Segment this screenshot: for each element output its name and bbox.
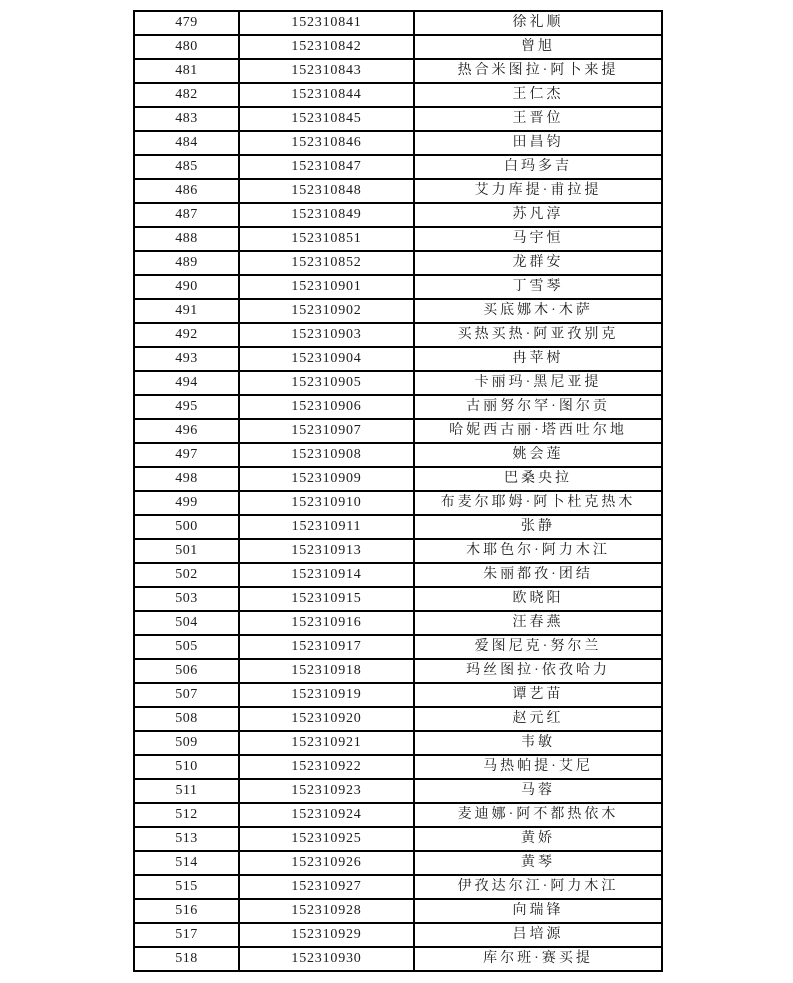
table-row bbox=[134, 299, 662, 323]
student-name-cell: 姚会莲 bbox=[414, 443, 662, 467]
table-row bbox=[134, 923, 662, 947]
student-id-cell: 152310926 bbox=[239, 851, 414, 875]
student-id-cell: 152310902 bbox=[239, 299, 414, 323]
student-name-cell: 爱图尼克·努尔兰 bbox=[414, 635, 662, 659]
row-number-cell: 489 bbox=[134, 251, 239, 275]
table-row bbox=[134, 467, 662, 491]
student-id-cell: 152310919 bbox=[239, 683, 414, 707]
table-row bbox=[134, 515, 662, 539]
table-row bbox=[134, 347, 662, 371]
table-row bbox=[134, 251, 662, 275]
table-row bbox=[134, 659, 662, 683]
student-name-cell: 伊孜达尔江·阿力木江 bbox=[414, 875, 662, 899]
row-number-cell: 513 bbox=[134, 827, 239, 851]
table-row bbox=[134, 395, 662, 419]
row-number-cell: 512 bbox=[134, 803, 239, 827]
row-number-cell: 488 bbox=[134, 227, 239, 251]
table-row bbox=[134, 563, 662, 587]
row-number-cell: 492 bbox=[134, 323, 239, 347]
student-name-cell: 欧晓阳 bbox=[414, 587, 662, 611]
student-id-cell: 152310909 bbox=[239, 467, 414, 491]
student-id-cell: 152310908 bbox=[239, 443, 414, 467]
student-id-cell: 152310914 bbox=[239, 563, 414, 587]
row-number-cell: 480 bbox=[134, 35, 239, 59]
table-row bbox=[134, 683, 662, 707]
student-name-cell: 白玛多吉 bbox=[414, 155, 662, 179]
student-name-cell: 朱丽都孜·团结 bbox=[414, 563, 662, 587]
row-number-cell: 504 bbox=[134, 611, 239, 635]
table-row bbox=[134, 803, 662, 827]
row-number-cell: 499 bbox=[134, 491, 239, 515]
table-row bbox=[134, 755, 662, 779]
student-name-cell: 马蓉 bbox=[414, 779, 662, 803]
table-row bbox=[134, 899, 662, 923]
table-row bbox=[134, 875, 662, 899]
student-name-cell: 曾旭 bbox=[414, 35, 662, 59]
student-id-cell: 152310930 bbox=[239, 947, 414, 971]
table-row bbox=[134, 491, 662, 515]
table-row bbox=[134, 275, 662, 299]
table-row bbox=[134, 131, 662, 155]
row-number-cell: 501 bbox=[134, 539, 239, 563]
row-number-cell: 485 bbox=[134, 155, 239, 179]
student-name-cell: 布麦尔耶姆·阿卜杜克热木 bbox=[414, 491, 662, 515]
student-name-cell: 赵元红 bbox=[414, 707, 662, 731]
student-name-cell: 向瑞锋 bbox=[414, 899, 662, 923]
row-number-cell: 498 bbox=[134, 467, 239, 491]
student-id-cell: 152310911 bbox=[239, 515, 414, 539]
student-id-cell: 152310924 bbox=[239, 803, 414, 827]
student-name-cell: 卡丽玛·黑尼亚提 bbox=[414, 371, 662, 395]
row-number-cell: 493 bbox=[134, 347, 239, 371]
table-row bbox=[134, 227, 662, 251]
student-name-cell: 古丽努尔罕·图尔贡 bbox=[414, 395, 662, 419]
table-row bbox=[134, 419, 662, 443]
student-name-cell: 田昌钧 bbox=[414, 131, 662, 155]
student-id-cell: 152310848 bbox=[239, 179, 414, 203]
row-number-cell: 510 bbox=[134, 755, 239, 779]
table-row bbox=[134, 59, 662, 83]
row-number-cell: 487 bbox=[134, 203, 239, 227]
table-row bbox=[134, 155, 662, 179]
student-id-cell: 152310910 bbox=[239, 491, 414, 515]
row-number-cell: 506 bbox=[134, 659, 239, 683]
row-number-cell: 491 bbox=[134, 299, 239, 323]
table-row bbox=[134, 323, 662, 347]
student-id-cell: 152310841 bbox=[239, 11, 414, 35]
student-name-cell: 哈妮西古丽·塔西吐尔地 bbox=[414, 419, 662, 443]
student-id-cell: 152310847 bbox=[239, 155, 414, 179]
student-name-cell: 徐礼顺 bbox=[414, 11, 662, 35]
student-id-cell: 152310927 bbox=[239, 875, 414, 899]
table-row bbox=[134, 827, 662, 851]
row-number-cell: 490 bbox=[134, 275, 239, 299]
student-id-cell: 152310915 bbox=[239, 587, 414, 611]
student-id-cell: 152310844 bbox=[239, 83, 414, 107]
row-number-cell: 515 bbox=[134, 875, 239, 899]
student-id-cell: 152310928 bbox=[239, 899, 414, 923]
student-name-cell: 丁雪琴 bbox=[414, 275, 662, 299]
student-name-cell: 马热帕提·艾尼 bbox=[414, 755, 662, 779]
table-row bbox=[134, 443, 662, 467]
row-number-cell: 494 bbox=[134, 371, 239, 395]
row-number-cell: 516 bbox=[134, 899, 239, 923]
student-id-cell: 152310929 bbox=[239, 923, 414, 947]
student-id-cell: 152310923 bbox=[239, 779, 414, 803]
student-id-cell: 152310901 bbox=[239, 275, 414, 299]
student-id-cell: 152310846 bbox=[239, 131, 414, 155]
table-row bbox=[134, 203, 662, 227]
student-name-cell: 苏凡淳 bbox=[414, 203, 662, 227]
student-id-cell: 152310907 bbox=[239, 419, 414, 443]
table-row bbox=[134, 635, 662, 659]
student-name-cell: 艾力库提·甫拉提 bbox=[414, 179, 662, 203]
student-id-cell: 152310852 bbox=[239, 251, 414, 275]
row-number-cell: 518 bbox=[134, 947, 239, 971]
student-id-cell: 152310920 bbox=[239, 707, 414, 731]
table-row bbox=[134, 779, 662, 803]
student-id-cell: 152310851 bbox=[239, 227, 414, 251]
student-name-cell: 热合米图拉·阿卜来提 bbox=[414, 59, 662, 83]
row-number-cell: 507 bbox=[134, 683, 239, 707]
row-number-cell: 496 bbox=[134, 419, 239, 443]
table-row bbox=[134, 371, 662, 395]
student-id-cell: 152310903 bbox=[239, 323, 414, 347]
row-number-cell: 482 bbox=[134, 83, 239, 107]
row-number-cell: 517 bbox=[134, 923, 239, 947]
table-row bbox=[134, 611, 662, 635]
student-id-cell: 152310922 bbox=[239, 755, 414, 779]
student-name-cell: 玛丝图拉·依孜哈力 bbox=[414, 659, 662, 683]
student-name-cell: 冉苹树 bbox=[414, 347, 662, 371]
table-row bbox=[134, 107, 662, 131]
table-row bbox=[134, 35, 662, 59]
student-id-cell: 152310913 bbox=[239, 539, 414, 563]
table-row bbox=[134, 587, 662, 611]
table-row bbox=[134, 539, 662, 563]
row-number-cell: 495 bbox=[134, 395, 239, 419]
student-id-cell: 152310904 bbox=[239, 347, 414, 371]
row-number-cell: 484 bbox=[134, 131, 239, 155]
student-name-cell: 韦敏 bbox=[414, 731, 662, 755]
row-number-cell: 503 bbox=[134, 587, 239, 611]
table-row bbox=[134, 947, 662, 971]
student-name-cell: 吕培源 bbox=[414, 923, 662, 947]
student-id-cell: 152310849 bbox=[239, 203, 414, 227]
row-number-cell: 502 bbox=[134, 563, 239, 587]
student-name-cell: 张静 bbox=[414, 515, 662, 539]
table-row bbox=[134, 851, 662, 875]
student-name-cell: 谭艺苗 bbox=[414, 683, 662, 707]
student-id-cell: 152310921 bbox=[239, 731, 414, 755]
student-id-cell: 152310918 bbox=[239, 659, 414, 683]
row-number-cell: 508 bbox=[134, 707, 239, 731]
student-name-cell: 买热买热·阿亚孜别克 bbox=[414, 323, 662, 347]
student-id-cell: 152310905 bbox=[239, 371, 414, 395]
student-id-cell: 152310916 bbox=[239, 611, 414, 635]
table-body bbox=[134, 11, 662, 971]
student-name-cell: 木耶色尔·阿力木江 bbox=[414, 539, 662, 563]
row-number-cell: 505 bbox=[134, 635, 239, 659]
student-name-cell: 麦迪娜·阿不都热依木 bbox=[414, 803, 662, 827]
row-number-cell: 483 bbox=[134, 107, 239, 131]
student-id-cell: 152310845 bbox=[239, 107, 414, 131]
table-row bbox=[134, 83, 662, 107]
table-row bbox=[134, 179, 662, 203]
student-name-cell: 王晋位 bbox=[414, 107, 662, 131]
row-number-cell: 500 bbox=[134, 515, 239, 539]
student-name-cell: 龙群安 bbox=[414, 251, 662, 275]
row-number-cell: 509 bbox=[134, 731, 239, 755]
row-number-cell: 486 bbox=[134, 179, 239, 203]
row-number-cell: 481 bbox=[134, 59, 239, 83]
row-number-cell: 514 bbox=[134, 851, 239, 875]
student-id-cell: 152310906 bbox=[239, 395, 414, 419]
student-name-cell: 黄琴 bbox=[414, 851, 662, 875]
row-number-cell: 511 bbox=[134, 779, 239, 803]
student-name-cell: 买底娜木·木萨 bbox=[414, 299, 662, 323]
row-number-cell: 497 bbox=[134, 443, 239, 467]
student-roster-table bbox=[133, 10, 663, 972]
student-id-cell: 152310842 bbox=[239, 35, 414, 59]
student-name-cell: 王仁杰 bbox=[414, 83, 662, 107]
student-name-cell: 马宇恒 bbox=[414, 227, 662, 251]
student-id-cell: 152310843 bbox=[239, 59, 414, 83]
student-name-cell: 黄娇 bbox=[414, 827, 662, 851]
student-name-cell: 巴桑央拉 bbox=[414, 467, 662, 491]
table-row bbox=[134, 11, 662, 35]
table-row bbox=[134, 707, 662, 731]
student-id-cell: 152310917 bbox=[239, 635, 414, 659]
table-row bbox=[134, 731, 662, 755]
student-id-cell: 152310925 bbox=[239, 827, 414, 851]
student-name-cell: 汪春燕 bbox=[414, 611, 662, 635]
row-number-cell: 479 bbox=[134, 11, 239, 35]
student-name-cell: 库尔班·赛买提 bbox=[414, 947, 662, 971]
